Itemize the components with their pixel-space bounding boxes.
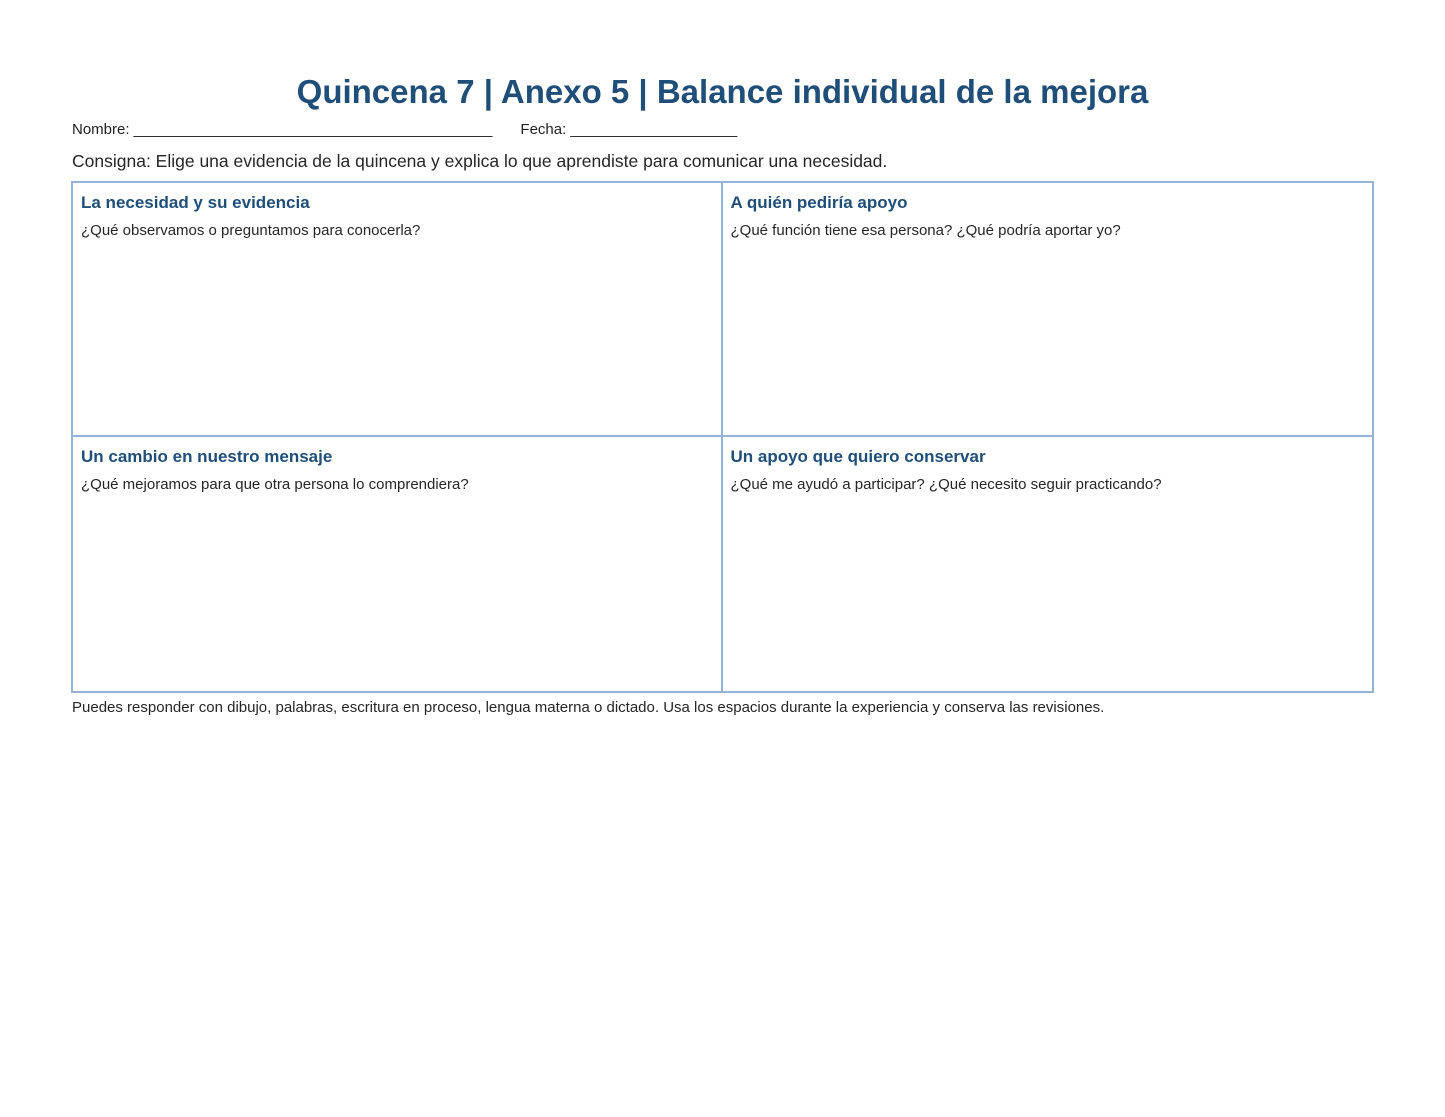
footer-note: Puedes responder con dibujo, palabras, escritura en proceso, lengua materna o dictado. Usa los espacios durante la experiencia y conserva las revisiones. [72,699,1105,716]
cell-title: Un apoyo que quiero conservar [730,447,986,466]
student-fields [72,120,737,140]
cell-need-evidence[interactable] [73,183,723,437]
cell-title: La necesidad y su evidencia [81,193,310,212]
cell-support-person[interactable] [723,183,1373,437]
cell-message-change[interactable] [73,437,723,691]
instruction-text: Consigna: Elige una evidencia de la quincena y explica lo que aprendiste para comunicar una necesidad. [72,151,888,171]
cell-title: A quién pediría apoyo [730,193,908,212]
cell-prompt: ¿Qué función tiene esa persona? ¿Qué podría aportar yo? [730,222,1121,239]
reflection-grid [71,181,1374,693]
name-field[interactable]: Nombre: ___________________________________________ [72,121,493,138]
page-title: Quincena 7 | Anexo 5 | Balance individual de la mejora [296,73,1149,110]
cell-title: Un cambio en nuestro mensaje [81,447,333,466]
date-field[interactable]: Fecha: ____________________ [520,121,738,138]
cell-prompt: ¿Qué mejoramos para que otra persona lo comprendiera? [81,476,469,493]
cell-prompt: ¿Qué me ayudó a participar? ¿Qué necesito seguir practicando? [730,476,1162,493]
cell-support-keep[interactable] [723,437,1373,691]
cell-prompt: ¿Qué observamos o preguntamos para conocerla? [81,222,421,239]
